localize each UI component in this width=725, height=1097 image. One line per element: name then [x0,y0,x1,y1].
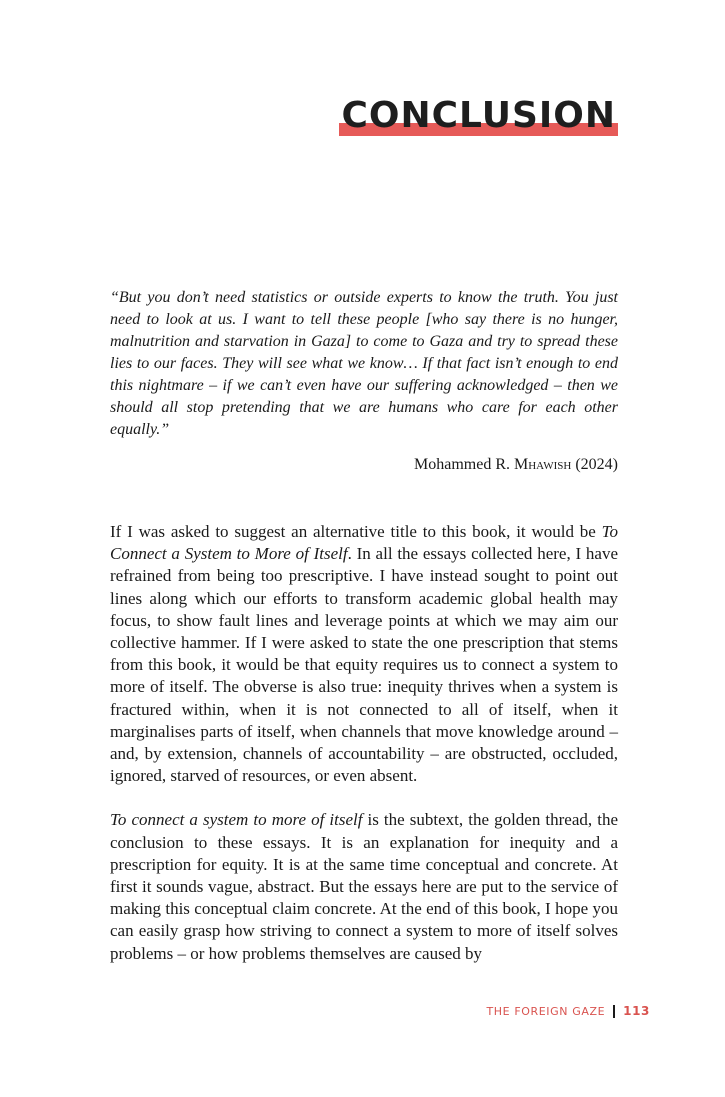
paragraph-2 [110,809,618,964]
body-text [110,521,618,987]
footer-separator [613,1005,615,1018]
chapter-title: CONCLUSION [341,95,616,136]
paragraph-1-intro: If I was asked to suggest an alternative title to this book, it would be [110,522,602,541]
chapter-heading-wrap [339,96,618,136]
author-first-name: Mohammed R. [414,456,510,473]
page-footer [486,1004,650,1018]
key-phrase: To connect a system to more of itself [110,810,363,830]
page-number: 113 [623,1004,650,1018]
alternative-book-title: To Connect a System to More of Itself [110,522,618,564]
epigraph-quote: “But you don’t need statistics or outside experts to know the truth. You just need to look at us. I want to tell these people [who say there is no hunger, malnutrition and starvation in Gaza] to come to Gaza and try to spread these lies to our faces. They will see what we know… If that fact isn’t enough to end this nightmare – if we can’t even have our suffering acknowledged – then we should all stop pretending that we are humans who care for each other equally.” [110,289,618,438]
epigraph-attribution [414,454,618,476]
author-last-name: Mhawish [514,456,572,473]
footer-book-title: THE FOREIGN GAZE [486,1004,606,1018]
paragraph-1-rest: . In all the essays collected here, I have refrained from being too prescriptive. I have instead sought to point out lines along which our efforts to transform academic global health may focus, to show fault lines and leverage points at which we may aim our collective hammer. If I were asked to state the one prescription that stems from this book, it would be that equity requires us to connect a system to more of itself. The obverse is also true: inequity thrives when a system is fractured within, when it is not connected to all of itself, when it marginalises parts of itself, when channels that move knowledge around – and, by extension, channels of accountability – are obstructed, occluded, ignored, starved of resources, or even absent. [110,544,618,786]
attribution-year: (2024) [575,456,618,473]
paragraph-1 [110,521,618,787]
paragraph-2-rest: is the subtext, the golden thread, the conclusion to these essays. It is an explanation for inequity and a prescription for equity. It is at the same time conceptual and concrete. At first it sounds vague, abstract. But the essays here are put to the service of making this conceptual claim concrete. At the end of this book, I hope you can easily grasp how striving to connect a system to more of itself solves problems – or how problems themselves are caused by [110,810,618,963]
